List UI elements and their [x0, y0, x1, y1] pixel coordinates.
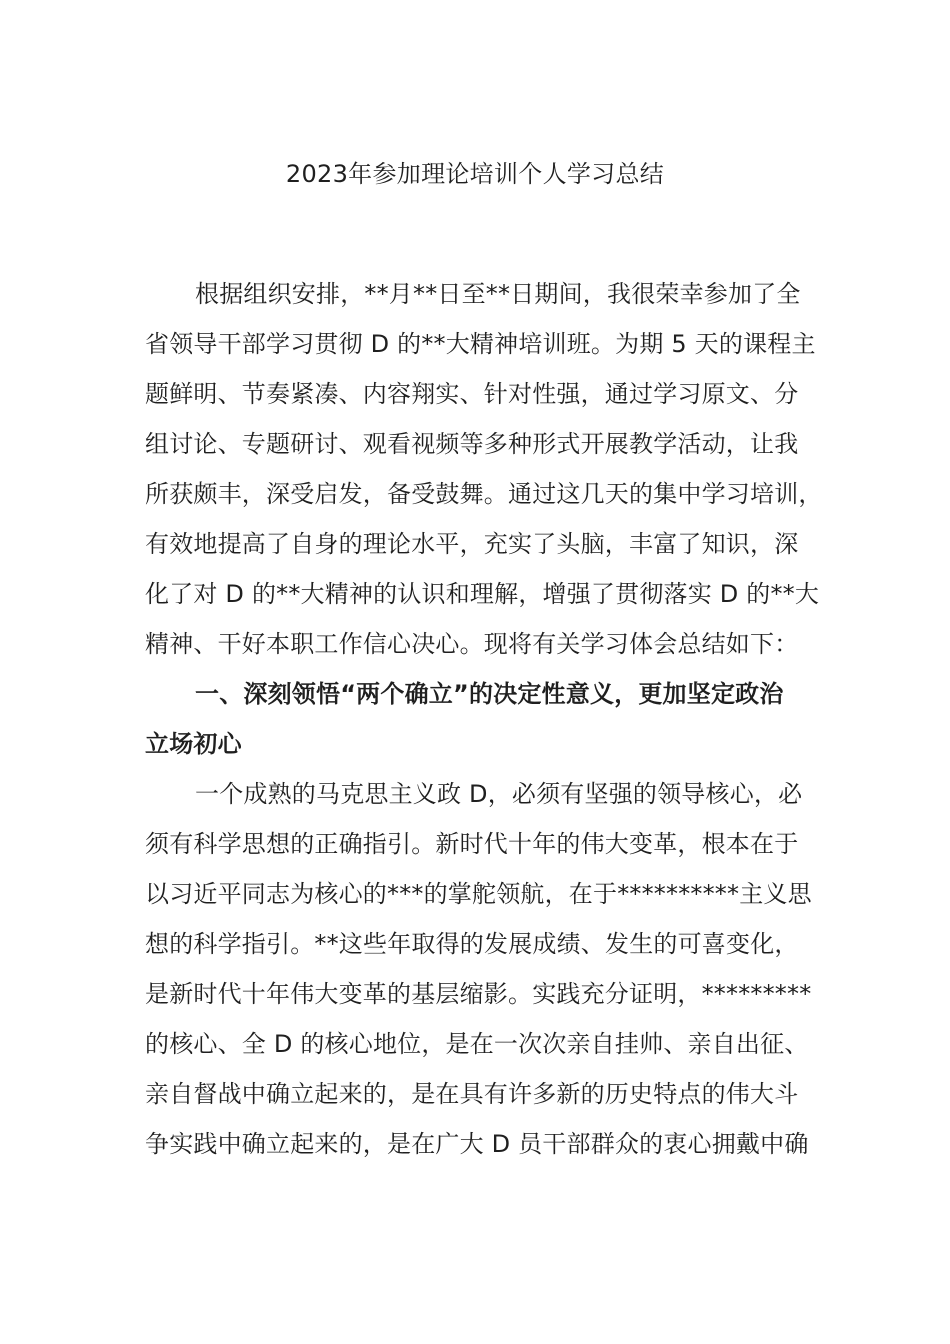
paragraph-line: 题鲜明、节奏紧凑、内容翔实、针对性强，通过学习原文、分 — [145, 380, 799, 408]
paragraph-line: 想的科学指引。**这些年取得的发展成绩、发生的可喜变化， — [145, 930, 799, 958]
paragraph-section-1 — [145, 776, 810, 1176]
heading-line: 立场初心 — [145, 730, 242, 758]
paragraph-line: 精神、干好本职工作信心决心。现将有关学习体会总结如下： — [145, 630, 799, 658]
document-body — [145, 276, 823, 1176]
paragraph-line: 是新时代十年伟大变革的基层缩影。实践充分证明，********* — [145, 980, 812, 1008]
paragraph-line: 省领导干部学习贯彻 D 的**大精神培训班。为期 5 天的课程主 — [145, 330, 816, 358]
document-title: 2023年参加理论培训个人学习总结 — [285, 160, 665, 188]
paragraph-line: 一个成熟的马克思主义政 D，必须有坚强的领导核心，必 — [195, 780, 803, 808]
paragraph-line: 以习近平同志为核心的***的掌舵领航，在于**********主义思 — [145, 880, 812, 908]
paragraph-line: 根据组织安排，**月**日至**日期间，我很荣幸参加了全 — [195, 280, 801, 308]
paragraph-line: 争实践中确立起来的，是在广大 D 员干部群众的衷心拥戴中确 — [145, 1130, 809, 1158]
paragraph-line: 亲自督战中确立起来的，是在具有许多新的历史特点的伟大斗 — [145, 1080, 799, 1108]
paragraph-line: 组讨论、专题研讨、观看视频等多种形式开展教学活动，让我 — [145, 430, 799, 458]
section-heading-1 — [145, 676, 810, 776]
paragraph-line: 所获颇丰，深受启发，备受鼓舞。通过这几天的集中学习培训， — [145, 480, 823, 508]
paragraph-intro — [145, 276, 823, 676]
paragraph-line: 的核心、全 D 的核心地位，是在一次次亲自挂帅、亲自出征、 — [145, 1030, 809, 1058]
heading-line: 一、深刻领悟“两个确立”的决定性意义，更加坚定政治 — [195, 680, 784, 708]
paragraph-line: 须有科学思想的正确指引。新时代十年的伟大变革，根本在于 — [145, 830, 799, 858]
paragraph-line: 有效地提高了自身的理论水平，充实了头脑，丰富了知识，深 — [145, 530, 799, 558]
paragraph-line: 化了对 D 的**大精神的认识和理解，增强了贯彻落实 D 的**大 — [145, 580, 820, 608]
